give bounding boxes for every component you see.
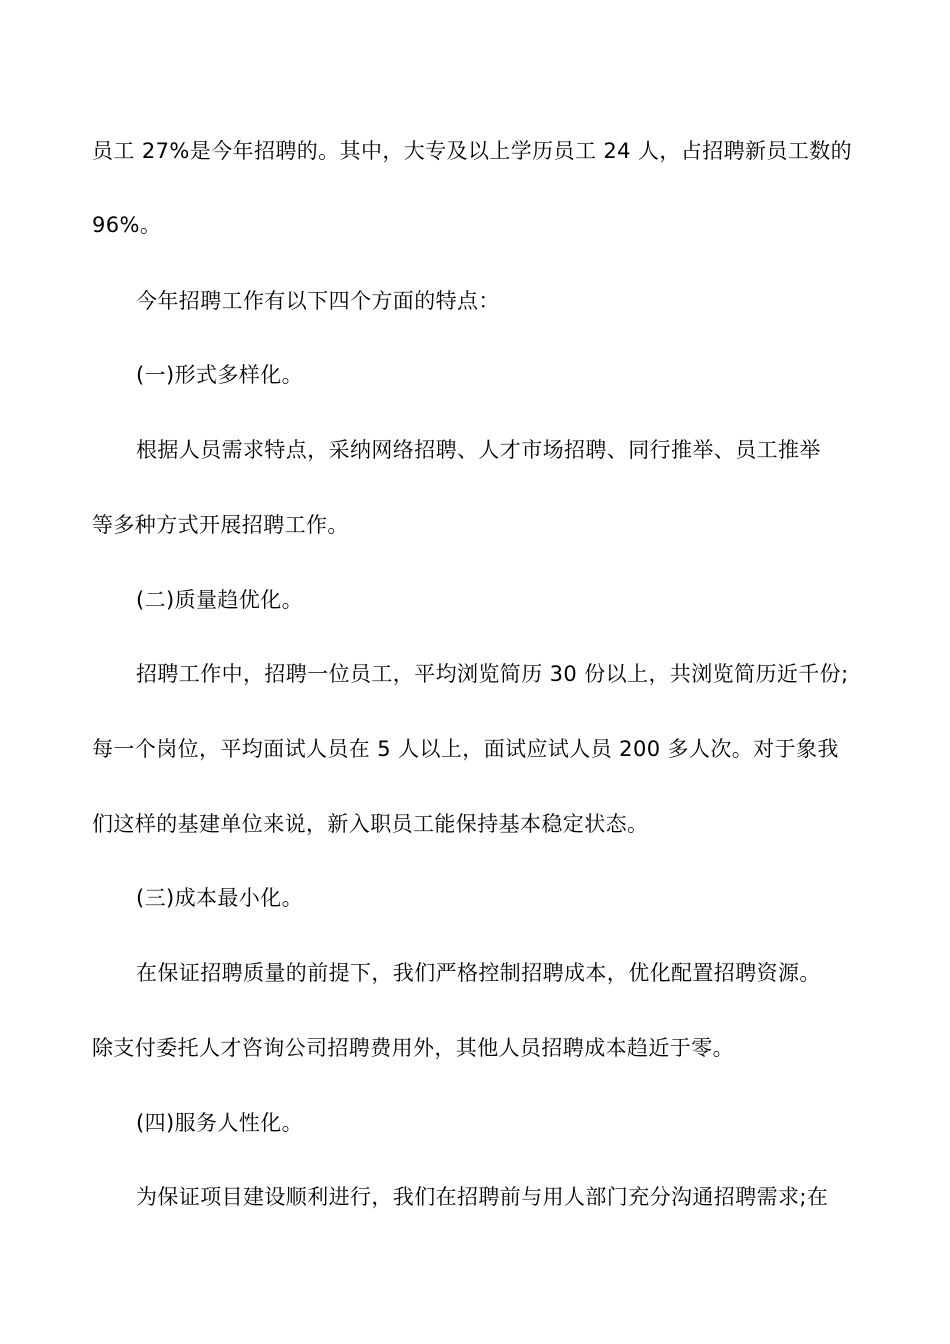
section-heading: (三)成本最小化。: [136, 886, 303, 910]
section-heading: (二)质量趋优化。: [136, 588, 303, 612]
paragraph-line: 为保证项目建设顺利进行，我们在招聘前与用人部门充分沟通招聘需求;在: [136, 1185, 829, 1209]
paragraph-line: 们这样的基建单位来说，新入职员工能保持基本稳定状态。: [92, 812, 649, 836]
section-heading: (一)形式多样化。: [136, 363, 303, 387]
paragraph-line: 等多种方式开展招聘工作。: [92, 513, 349, 537]
paragraph-line: 根据人员需求特点，采纳网络招聘、人才市场招聘、同行推举、员工推举: [136, 438, 821, 462]
paragraph-line: 员工 27%是今年招聘的。其中，大专及以上学历员工 24 人，占招聘新员工数的: [92, 139, 853, 163]
section-heading: (四)服务人性化。: [136, 1111, 303, 1135]
paragraph-line: 招聘工作中，招聘一位员工，平均浏览简历 30 份以上，共浏览简历近千份;: [136, 662, 849, 686]
paragraph-line: 96%。: [92, 213, 162, 237]
paragraph-line: 今年招聘工作有以下四个方面的特点：: [136, 289, 500, 313]
paragraph-line: 每一个岗位，平均面试人员在 5 人以上，面试应试人员 200 多人次。对于象我: [92, 737, 839, 761]
paragraph-line: 在保证招聘质量的前提下，我们严格控制招聘成本，优化配置招聘资源。: [136, 961, 821, 985]
paragraph-line: 除支付委托人才咨询公司招聘费用外，其他人员招聘成本趋近于零。: [92, 1036, 734, 1060]
